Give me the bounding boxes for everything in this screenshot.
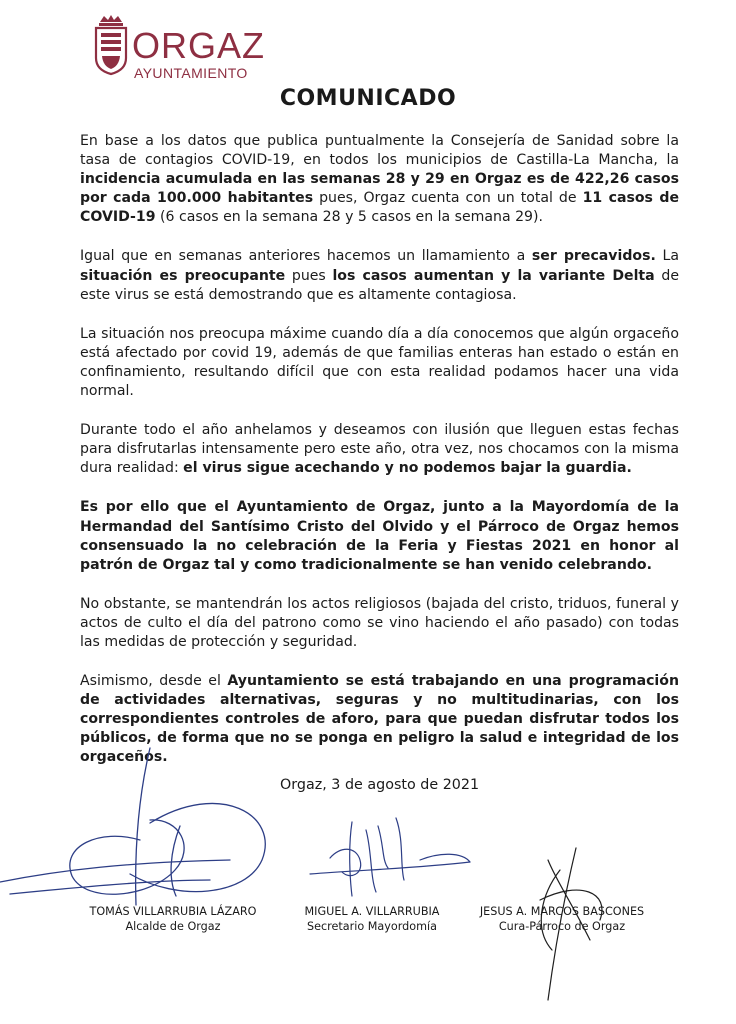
bold-text: 11 casos de COVID-19: [80, 190, 680, 226]
bold-text: Ayuntamiento se está trabajando en una programación de actividades alternativas, seguras y no multitudinarias, con los correspondientes controles de aforo, para que puedan disfrutar todos los públicos, de forma que no se ponga en peligro la salud e integridad de los orgaceños.: [80, 673, 679, 766]
ayuntamiento-logo: [92, 14, 282, 81]
text-run: Durante todo el año anhelamos y deseamos con ilusión que lleguen estas fechas para disfrutarlas intensamente pero este año, otra vez, nos chocamos con la misma dura realidad:: [80, 422, 679, 477]
bold-text: los casos aumentan y la variante Delta: [332, 267, 655, 284]
paragraph-2: [80, 247, 679, 304]
text-run: La: [655, 248, 679, 265]
bold-text: el virus sigue acechando y no podemos bajar la guardia.: [183, 460, 632, 477]
bold-text: situación es preocupante: [80, 267, 286, 284]
text-run: En base a los datos que publica puntualmente la Consejería de Sanidad sobre la tasa de contagios COVID-19, en todos los municipios de Castilla-La Mancha, la: [80, 133, 679, 169]
signer-priest: [462, 904, 662, 934]
org-name: ORGAZ: [132, 25, 266, 66]
text-run: La situación nos preocupa máxime cuando día a día conocemos que algún orgaceño está afectado por covid 19, además de que familias enteras han estado o están en confinamiento, resultando difícil que con esta realidad podamos hacer una vida normal.: [80, 325, 679, 400]
paragraph-6: [80, 595, 679, 652]
text-run: pues, Orgaz cuenta con un total de: [313, 190, 583, 207]
org-subtitle: AYUNTAMIENTO: [134, 65, 248, 81]
signer-name: TOMÁS VILLARRUBIA LÁZARO: [89, 905, 257, 918]
text-run: de este virus se está demostrando que es altamente contagiosa.: [80, 267, 679, 303]
signer-role: Alcalde de Orgaz: [125, 920, 221, 933]
coat-of-arms-icon: [92, 14, 130, 76]
paragraph-7: [80, 672, 679, 767]
text-run: (6 casos en la semana 28 y 5 casos en la semana 29).: [155, 209, 543, 226]
signer-mayor: [62, 904, 284, 934]
text-run: No obstante, se mantendrán los actos religiosos (bajada del cristo, triduos, funeral y actos de culto el día del patrono como se vino haciendo el año pasado) con todas las medidas de protección y seguridad.: [80, 595, 679, 650]
signer-secretary: [292, 904, 452, 934]
document-body: [80, 132, 679, 788]
signer-name: MIGUEL A. VILLARRUBIA: [304, 905, 440, 918]
bold-text: incidencia acumulada en las semanas 28 y 29 en Orgaz es de 422,26 casos por cada 100.000 habitantes: [80, 171, 679, 207]
signature-secretary: [310, 818, 470, 896]
signer-name: JESUS A. MARCOS BASCONES: [479, 905, 645, 918]
text-run: Asimismo, desde el: [80, 673, 228, 690]
paragraph-5: [80, 498, 679, 574]
paragraph-4: [80, 421, 679, 478]
document-title: COMUNICADO: [279, 86, 457, 111]
paragraph-3: [80, 325, 679, 401]
paragraph-1: [80, 132, 679, 227]
text-run: Igual que en semanas anteriores hacemos un llamamiento a: [80, 248, 532, 265]
text-run: pues: [285, 267, 333, 284]
signer-role: Cura-Párroco de Orgaz: [498, 920, 626, 933]
date-line: Orgaz, 3 de agosto de 2021: [280, 777, 480, 793]
bold-text: Es por ello que el Ayuntamiento de Orgaz, junto a la Mayordomía de la Hermandad del Santísimo Cristo del Olvido y el Párroco de Orgaz hemos consensuado la no celebración de la Feria y Fiestas 2021 en honor al patrón de Orgaz tal y como tradicionalmente se han venido celebrando.: [80, 499, 679, 573]
signer-role: Secretario Mayordomía: [307, 920, 437, 933]
bold-text: ser precavidos.: [531, 248, 656, 265]
